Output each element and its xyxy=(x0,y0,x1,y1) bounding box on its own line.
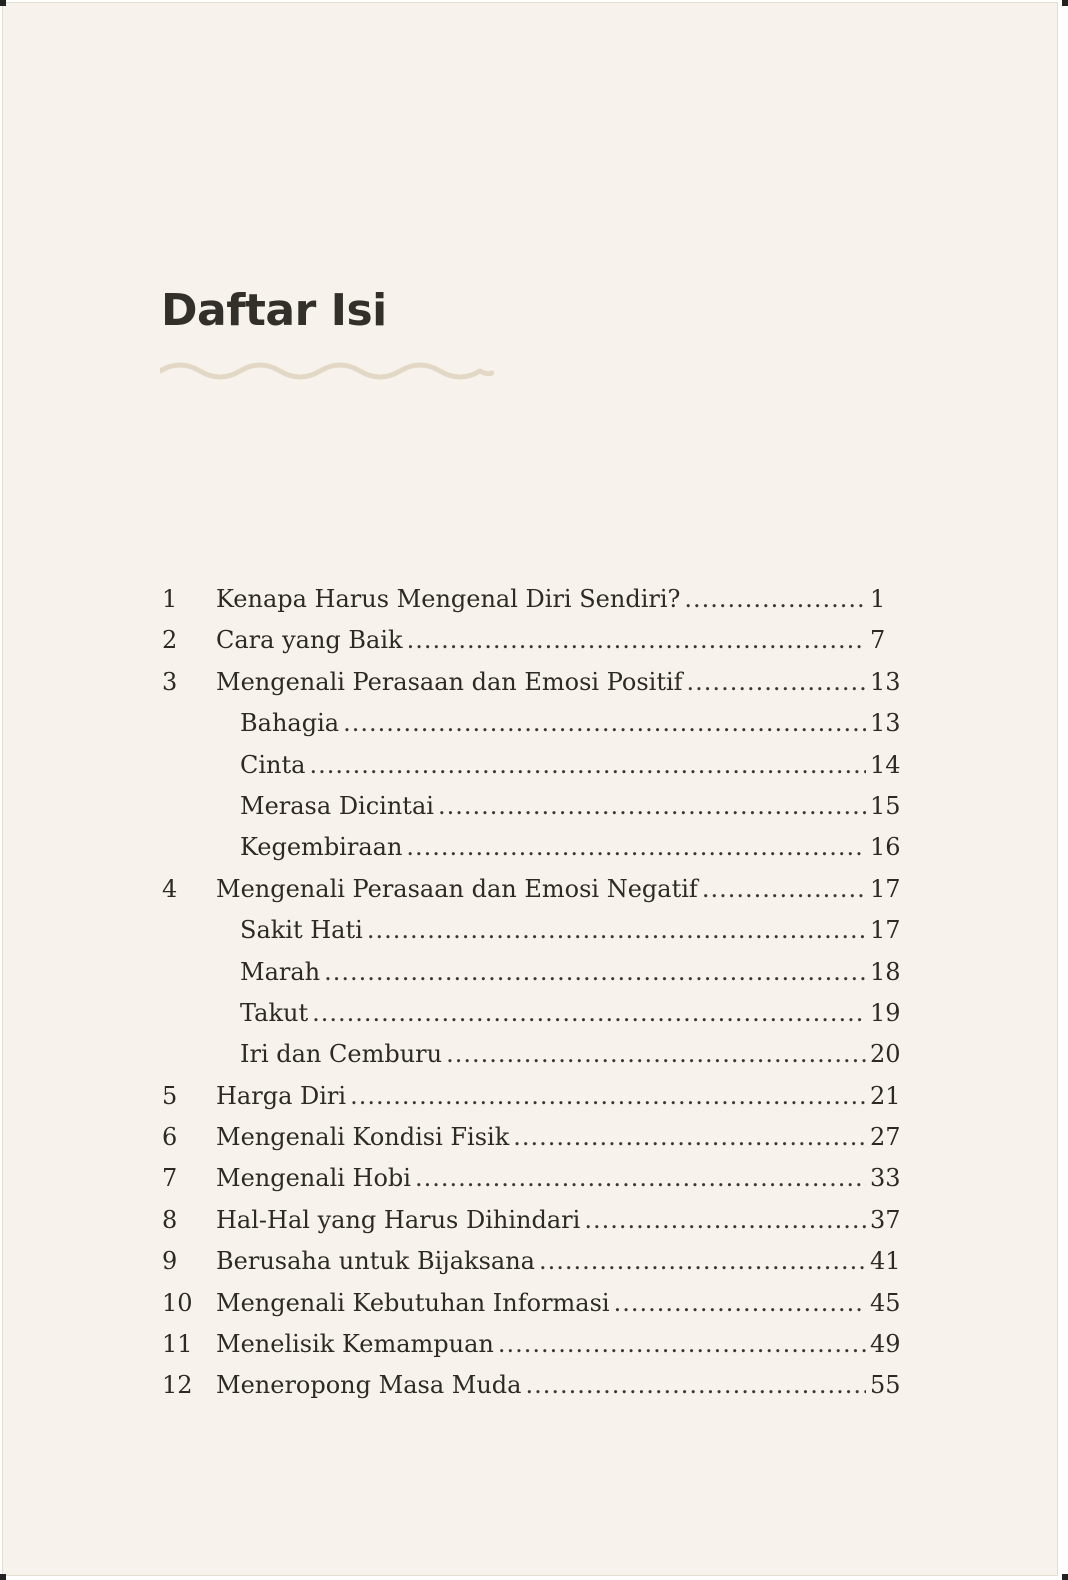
toc-title: Marah xyxy=(240,957,321,986)
toc-entry[interactable] xyxy=(162,1076,906,1117)
toc-title: Sakit Hati xyxy=(240,916,363,945)
crop-mark xyxy=(1062,0,1068,6)
toc-number: 5 xyxy=(162,1081,178,1110)
toc-title: Mengenali Perasaan dan Emosi Negatif xyxy=(216,874,698,903)
toc-subentry[interactable] xyxy=(162,745,906,786)
toc-entry[interactable] xyxy=(162,1241,906,1282)
toc-entry[interactable] xyxy=(162,1117,906,1158)
toc-entry[interactable] xyxy=(162,662,906,703)
toc-title: Mengenali Kebutuhan Informasi xyxy=(216,1288,610,1317)
toc-page-number: 13 xyxy=(870,667,901,696)
toc-title: Menelisik Kemampuan xyxy=(216,1330,494,1359)
dot-leader xyxy=(513,1117,866,1158)
dot-leader xyxy=(438,786,866,827)
toc-number: 9 xyxy=(162,1247,178,1276)
toc-title: Meneropong Masa Muda xyxy=(216,1371,522,1400)
toc-page-number: 17 xyxy=(870,916,901,945)
toc-entry[interactable] xyxy=(162,1324,906,1365)
dot-leader xyxy=(446,1034,866,1075)
toc-entry[interactable] xyxy=(162,1365,906,1406)
dot-leader xyxy=(684,579,866,620)
toc-page-number: 1 xyxy=(870,585,886,613)
dot-leader xyxy=(498,1324,866,1365)
toc-title: Merasa Dicintai xyxy=(240,791,434,820)
toc-number: 2 xyxy=(162,626,178,655)
dot-leader xyxy=(312,993,866,1034)
toc-title: Mengenali Kondisi Fisik xyxy=(216,1123,510,1152)
toc-entry[interactable] xyxy=(162,1158,906,1199)
crop-mark xyxy=(1062,1574,1068,1580)
crop-mark xyxy=(0,0,6,6)
toc-subentry[interactable] xyxy=(162,952,906,993)
toc-page-number: 41 xyxy=(870,1247,901,1276)
toc-subentry[interactable] xyxy=(162,827,906,868)
toc-page-number: 21 xyxy=(870,1081,901,1110)
toc-entry[interactable] xyxy=(162,579,906,620)
toc-subentry[interactable] xyxy=(162,1034,906,1075)
toc-entry[interactable] xyxy=(162,620,906,661)
dot-leader xyxy=(367,910,866,951)
dot-leader xyxy=(415,1158,866,1199)
toc-title: Hal-Hal yang Harus Dihindari xyxy=(216,1205,581,1234)
toc-number: 8 xyxy=(162,1205,178,1234)
toc-number: 12 xyxy=(162,1371,193,1400)
dot-leader xyxy=(407,620,866,661)
toc-page-number: 15 xyxy=(870,791,901,820)
dot-leader xyxy=(309,745,866,786)
toc-title: Mengenali Perasaan dan Emosi Positif xyxy=(216,667,683,696)
toc-page-number: 27 xyxy=(870,1123,901,1152)
dot-leader xyxy=(539,1241,866,1282)
toc-number: 7 xyxy=(162,1164,178,1193)
toc-page-number: 49 xyxy=(870,1330,901,1359)
dot-leader xyxy=(584,1200,866,1241)
toc-number: 4 xyxy=(162,874,178,903)
toc-number: 3 xyxy=(162,667,178,696)
toc-title: Kegembiraan xyxy=(240,833,403,862)
toc-number: 1 xyxy=(162,585,178,613)
wave-divider xyxy=(160,359,494,387)
toc-page-number: 18 xyxy=(870,957,901,986)
toc-title: Berusaha untuk Bijaksana xyxy=(216,1247,535,1276)
toc-title: Cinta xyxy=(240,750,306,779)
dot-leader xyxy=(525,1365,866,1406)
toc-page-number: 55 xyxy=(870,1371,901,1400)
toc-page-number: 20 xyxy=(870,1040,901,1069)
toc-page-number: 33 xyxy=(870,1164,901,1193)
toc-subentry[interactable] xyxy=(162,786,906,827)
toc-number: 11 xyxy=(162,1330,193,1359)
dot-leader xyxy=(687,662,866,703)
toc-title: Kenapa Harus Mengenal Diri Sendiri? xyxy=(216,585,681,613)
dot-leader xyxy=(350,1076,866,1117)
toc-entry[interactable] xyxy=(162,1283,906,1324)
dot-leader xyxy=(614,1283,866,1324)
toc-page-number: 13 xyxy=(870,709,901,738)
dot-leader xyxy=(702,869,866,910)
toc-entry[interactable] xyxy=(162,869,906,910)
toc-title: Mengenali Hobi xyxy=(216,1164,411,1193)
page-title: Daftar Isi xyxy=(161,285,387,336)
toc-page-number: 45 xyxy=(870,1288,901,1317)
toc-page-number: 14 xyxy=(870,750,901,779)
toc-title: Takut xyxy=(240,998,309,1027)
toc-page-number: 16 xyxy=(870,833,901,862)
toc-page-number: 19 xyxy=(870,998,901,1027)
dot-leader xyxy=(406,827,866,868)
toc-number: 6 xyxy=(162,1123,178,1152)
crop-mark xyxy=(0,1574,6,1580)
toc-title: Bahagia xyxy=(240,709,340,738)
toc-subentry[interactable] xyxy=(162,993,906,1034)
toc-number: 10 xyxy=(162,1288,193,1317)
toc-title: Cara yang Baik xyxy=(216,626,403,655)
book-page xyxy=(2,2,1058,1576)
toc-title: Iri dan Cemburu xyxy=(240,1040,443,1069)
toc-page-number: 17 xyxy=(870,874,901,903)
toc-entry[interactable] xyxy=(162,1200,906,1241)
toc-subentry[interactable] xyxy=(162,910,906,951)
dot-leader xyxy=(343,703,866,744)
toc-page-number: 37 xyxy=(870,1205,901,1234)
table-of-contents xyxy=(162,579,906,1407)
toc-title: Harga Diri xyxy=(216,1081,347,1110)
dot-leader xyxy=(324,952,866,993)
toc-subentry[interactable] xyxy=(162,703,906,744)
toc-page-number: 7 xyxy=(870,626,886,655)
